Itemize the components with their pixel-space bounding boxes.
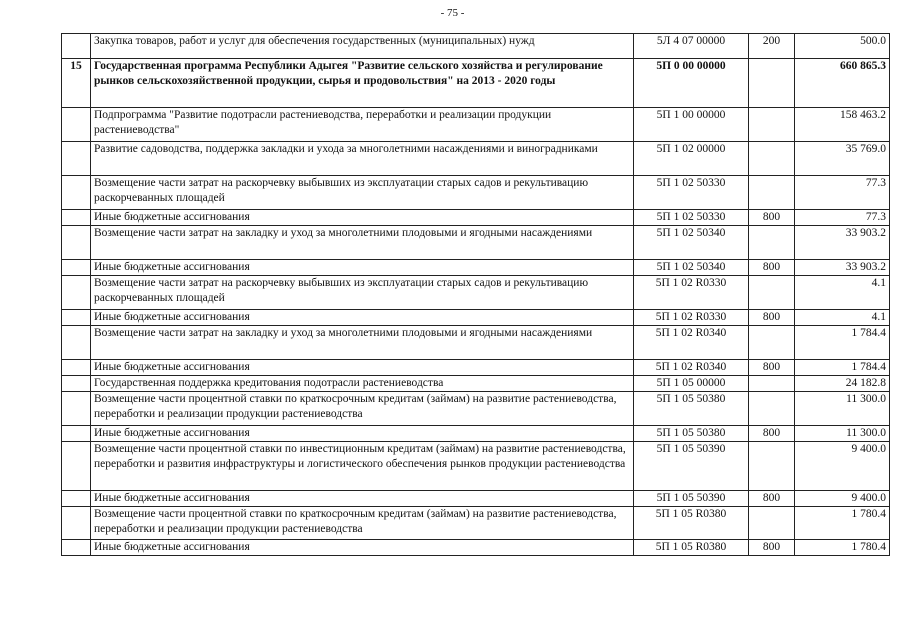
- row-name: Развитие садоводства, поддержка закладки и ухода за многолетними насаждениями и виноградниками: [91, 142, 634, 176]
- row-number: [62, 442, 91, 491]
- table-row: [62, 360, 890, 376]
- amount: 77.3: [795, 210, 890, 226]
- row-number: [62, 310, 91, 326]
- expense-type: [749, 326, 795, 360]
- table-row: [62, 326, 890, 360]
- budget-code: 5П 0 00 00000: [634, 59, 749, 108]
- row-number: [62, 326, 91, 360]
- table-row: [62, 210, 890, 226]
- budget-code: 5П 1 02 R0330: [634, 276, 749, 310]
- expense-type: 800: [749, 540, 795, 556]
- row-name: Подпрограмма "Развитие подотрасли растениеводства, переработки и реализации продукции растениеводства": [91, 108, 634, 142]
- row-number: [62, 142, 91, 176]
- amount: 500.0: [795, 34, 890, 59]
- table-row: [62, 376, 890, 392]
- table-row: [62, 260, 890, 276]
- row-name: Возмещение части затрат на раскорчевку выбывших из эксплуатации старых садов и рекультивацию раскорчеванных площадей: [91, 276, 634, 310]
- row-name: Возмещение части процентной ставки по краткосрочным кредитам (займам) на развитие растениеводства, переработки и реализации продукции растениеводства: [91, 507, 634, 540]
- expense-type: 800: [749, 360, 795, 376]
- budget-code: 5П 1 02 50340: [634, 260, 749, 276]
- row-name: Возмещение части затрат на закладку и уход за многолетними плодовыми и ягодными насаждениями: [91, 326, 634, 360]
- table-row: [62, 226, 890, 260]
- budget-code: 5П 1 02 50330: [634, 176, 749, 210]
- row-name: Государственная программа Республики Адыгея "Развитие сельского хозяйства и регулирование рынков сельскохозяйственной продукции, сырья и продовольствия" на 2013 - 2020 годы: [91, 59, 634, 108]
- row-name: Иные бюджетные ассигнования: [91, 210, 634, 226]
- expense-type: [749, 276, 795, 310]
- expense-type: [749, 59, 795, 108]
- budget-code: 5П 1 00 00000: [634, 108, 749, 142]
- amount: 1 784.4: [795, 360, 890, 376]
- budget-code: 5П 1 05 R0380: [634, 540, 749, 556]
- row-number: [62, 540, 91, 556]
- row-number: [62, 210, 91, 226]
- table-row: [62, 142, 890, 176]
- row-number: [62, 176, 91, 210]
- budget-code: 5П 1 05 50380: [634, 426, 749, 442]
- expense-type: [749, 108, 795, 142]
- expense-type: [749, 142, 795, 176]
- row-name: Возмещение части процентной ставки по инвестиционным кредитам (займам) на развитие растениеводства, переработки и развития инфраструктуры и логистического обеспечения рынков продукции растениеводства: [91, 442, 634, 491]
- expense-type: [749, 226, 795, 260]
- table-row: [62, 34, 890, 59]
- table-row: [62, 540, 890, 556]
- row-name: Государственная поддержка кредитования подотрасли растениеводства: [91, 376, 634, 392]
- budget-code: 5Л 4 07 00000: [634, 34, 749, 59]
- budget-code: 5П 1 02 R0330: [634, 310, 749, 326]
- amount: 1 780.4: [795, 507, 890, 540]
- expense-type: [749, 392, 795, 426]
- amount: 35 769.0: [795, 142, 890, 176]
- amount: 1 784.4: [795, 326, 890, 360]
- expense-type: [749, 442, 795, 491]
- expense-type: 200: [749, 34, 795, 59]
- budget-code: 5П 1 02 50330: [634, 210, 749, 226]
- table-row: [62, 108, 890, 142]
- row-name: Возмещение части затрат на раскорчевку выбывших из эксплуатации старых садов и рекультивацию раскорчеванных площадей: [91, 176, 634, 210]
- table-row: [62, 426, 890, 442]
- expense-type: [749, 376, 795, 392]
- row-number: [62, 276, 91, 310]
- expense-type: 800: [749, 426, 795, 442]
- amount: 11 300.0: [795, 426, 890, 442]
- amount: 24 182.8: [795, 376, 890, 392]
- expense-type: [749, 176, 795, 210]
- budget-code: 5П 1 02 R0340: [634, 360, 749, 376]
- table-row: [62, 59, 890, 108]
- row-number: [62, 360, 91, 376]
- budget-code: 5П 1 05 00000: [634, 376, 749, 392]
- row-number: 15: [62, 59, 91, 108]
- amount: 158 463.2: [795, 108, 890, 142]
- amount: 4.1: [795, 276, 890, 310]
- row-number: [62, 34, 91, 59]
- expense-type: 800: [749, 210, 795, 226]
- amount: 33 903.2: [795, 260, 890, 276]
- budget-code: 5П 1 02 00000: [634, 142, 749, 176]
- row-name: Иные бюджетные ассигнования: [91, 360, 634, 376]
- budget-code: 5П 1 02 R0340: [634, 326, 749, 360]
- expense-type: 800: [749, 310, 795, 326]
- page-number: - 75 -: [440, 7, 465, 19]
- table-row: [62, 491, 890, 507]
- row-number: [62, 376, 91, 392]
- expense-type: [749, 507, 795, 540]
- amount: 33 903.2: [795, 226, 890, 260]
- row-name: Иные бюджетные ассигнования: [91, 491, 634, 507]
- table-row: [62, 276, 890, 310]
- budget-table: [61, 33, 890, 556]
- budget-code: 5П 1 05 R0380: [634, 507, 749, 540]
- budget-table-body: [62, 34, 890, 556]
- budget-code: 5П 1 02 50340: [634, 226, 749, 260]
- amount: 77.3: [795, 176, 890, 210]
- table-row: [62, 442, 890, 491]
- amount: 11 300.0: [795, 392, 890, 426]
- row-name: Иные бюджетные ассигнования: [91, 426, 634, 442]
- row-number: [62, 507, 91, 540]
- amount: 4.1: [795, 310, 890, 326]
- row-name: Иные бюджетные ассигнования: [91, 310, 634, 326]
- budget-code: 5П 1 05 50390: [634, 491, 749, 507]
- budget-code: 5П 1 05 50390: [634, 442, 749, 491]
- row-name: Закупка товаров, работ и услуг для обеспечения государственных (муниципальных) нужд: [91, 34, 634, 59]
- expense-type: 800: [749, 491, 795, 507]
- table-row: [62, 507, 890, 540]
- table-row: [62, 176, 890, 210]
- expense-type: 800: [749, 260, 795, 276]
- table-row: [62, 392, 890, 426]
- row-name: Возмещение части затрат на закладку и уход за многолетними плодовыми и ягодными насаждениями: [91, 226, 634, 260]
- row-number: [62, 426, 91, 442]
- amount: 1 780.4: [795, 540, 890, 556]
- amount: 9 400.0: [795, 442, 890, 491]
- row-number: [62, 491, 91, 507]
- budget-code: 5П 1 05 50380: [634, 392, 749, 426]
- row-name: Иные бюджетные ассигнования: [91, 260, 634, 276]
- amount: 9 400.0: [795, 491, 890, 507]
- row-number: [62, 260, 91, 276]
- amount: 660 865.3: [795, 59, 890, 108]
- table-row: [62, 310, 890, 326]
- row-number: [62, 108, 91, 142]
- row-number: [62, 226, 91, 260]
- row-number: [62, 392, 91, 426]
- row-name: Возмещение части процентной ставки по краткосрочным кредитам (займам) на развитие растениеводства, переработки и реализации продукции растениеводства: [91, 392, 634, 426]
- row-name: Иные бюджетные ассигнования: [91, 540, 634, 556]
